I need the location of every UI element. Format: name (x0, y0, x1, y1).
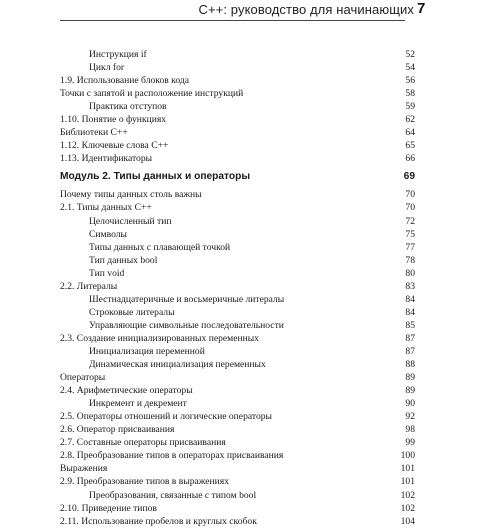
table-of-contents (60, 48, 415, 528)
toc-entry[interactable] (60, 201, 415, 214)
toc-entry-title: Практика отступов (89, 101, 167, 113)
toc-entry-title: Тип данных bool (89, 254, 158, 266)
toc-entry-title: Инструкция if (89, 49, 147, 60)
toc-entry-page: 75 (405, 228, 415, 240)
toc-entry-title: Инициализация переменной (89, 345, 205, 357)
toc-entry[interactable] (60, 215, 415, 228)
book-title: C++: руководство для начинающих (198, 2, 414, 17)
toc-entry-title: Типы данных с плавающей точкой (89, 241, 231, 253)
toc-entry-title: Библиотеки C++ (60, 127, 128, 139)
toc-entry-title: Выражения (60, 463, 108, 475)
toc-entry-page: 62 (405, 114, 415, 126)
toc-entry-page: 99 (405, 437, 415, 449)
toc-entry-title: Целочисленный тип (89, 215, 172, 227)
toc-entry-title: Символы (89, 228, 127, 240)
toc-entry-title: 2.8. Преобразование типов в операторах присваивания (60, 450, 284, 462)
toc-entry-page: 84 (405, 306, 415, 318)
toc-entry[interactable] (60, 502, 415, 515)
toc-entry-title: 1.13. Идентификаторы (60, 153, 153, 165)
toc-entry-page: 89 (405, 385, 415, 397)
toc-entry[interactable] (60, 126, 415, 139)
toc-entry-title: 2.5. Операторы отношений и логические операторы (60, 411, 272, 423)
toc-entry-title: Строковые литералы (89, 306, 175, 318)
toc-entry[interactable] (60, 423, 415, 436)
toc-entry-page: 65 (405, 140, 415, 152)
toc-entry[interactable] (60, 188, 415, 201)
toc-entry-page: 100 (400, 450, 415, 462)
toc-entry-page: 72 (405, 215, 415, 227)
toc-entry-title: 2.10. Приведение типов (60, 502, 157, 514)
toc-entry-page: 92 (405, 411, 415, 423)
toc-entry-page: 102 (400, 502, 415, 514)
toc-entry-page: 59 (405, 101, 415, 113)
toc-entry[interactable] (60, 267, 415, 280)
toc-entry[interactable] (60, 475, 415, 488)
toc-entry-page: 70 (405, 202, 415, 214)
toc-entry-title: Инкремент и декремент (89, 398, 187, 410)
toc-entry-title: 2.11. Использование пробелов и круглых скобок (60, 515, 257, 527)
toc-entry-page: 90 (405, 398, 415, 410)
toc-entry-page: 85 (405, 319, 415, 331)
toc-entry[interactable] (60, 293, 415, 306)
toc-entry-title: 2.9. Преобразование типов в выражениях (60, 476, 230, 488)
toc-entry[interactable] (60, 152, 415, 165)
toc-entry-title: Почему типы данных столь важны (60, 189, 202, 201)
toc-entry-page: 101 (400, 463, 415, 475)
toc-entry[interactable] (60, 48, 415, 61)
toc-entry[interactable] (60, 358, 415, 371)
toc-entry-page: 52 (405, 49, 415, 60)
toc-entry-page: 88 (405, 359, 415, 371)
toc-entry-page: 64 (405, 127, 415, 139)
toc-entry-page: 104 (400, 515, 415, 527)
page-number: 7 (417, 0, 426, 17)
toc-entry-title: 1.10. Понятие о функциях (60, 114, 167, 126)
toc-entry-page: 56 (405, 75, 415, 87)
toc-entry[interactable] (60, 449, 415, 462)
toc-entry-title: 2.7. Составные операторы присваивания (60, 437, 226, 449)
toc-entry[interactable] (60, 515, 415, 528)
toc-entry-title: Цикл for (89, 62, 125, 74)
toc-entry-page: 54 (405, 62, 415, 74)
toc-entry-title: Шестнадцатеричные и восьмеричные литералы (89, 293, 285, 305)
toc-entry-page: 58 (405, 88, 415, 100)
toc-entry[interactable] (60, 436, 415, 449)
toc-entry[interactable] (60, 87, 415, 100)
toc-entry[interactable] (60, 61, 415, 74)
toc-entry-title: Преобразования, связанные с типом bool (89, 489, 257, 501)
toc-entry-title: Операторы (60, 372, 106, 384)
toc-entry[interactable] (60, 397, 415, 410)
toc-entry-page: 70 (405, 189, 415, 201)
toc-entry-page: 84 (405, 293, 415, 305)
toc-entry[interactable] (60, 100, 415, 113)
toc-entry[interactable] (60, 241, 415, 254)
toc-entry[interactable] (60, 74, 415, 87)
toc-entry-title: 2.6. Оператор присваивания (60, 424, 175, 436)
toc-entry-page: 101 (400, 476, 415, 488)
toc-entry-title: 2.4. Арифметические операторы (60, 385, 193, 397)
toc-entry[interactable] (60, 306, 415, 319)
toc-module-heading[interactable] (60, 167, 415, 186)
toc-entry-title: 2.2. Литералы (60, 280, 118, 292)
toc-entry-page: 69 (403, 171, 415, 183)
toc-entry[interactable] (60, 228, 415, 241)
toc-entry-page: 98 (405, 424, 415, 436)
toc-entry[interactable] (60, 139, 415, 152)
toc-entry-page: 66 (405, 153, 415, 165)
toc-entry-title: Управляющие символьные последовательности (89, 319, 284, 331)
toc-entry-title: 1.9. Использование блоков кода (60, 75, 190, 87)
header-rule (60, 20, 405, 21)
toc-entry-page: 102 (400, 489, 415, 501)
toc-entry-title: 2.3. Создание инициализированных переменных (60, 332, 259, 344)
toc-entry-page: 80 (405, 267, 415, 279)
toc-entry[interactable] (60, 113, 415, 126)
toc-entry[interactable] (60, 384, 415, 397)
toc-entry[interactable] (60, 280, 415, 293)
toc-entry-title: Тип void (89, 267, 125, 279)
toc-entry[interactable] (60, 410, 415, 423)
toc-entry-title: Точки с запятой и расположение инструкций (60, 88, 244, 100)
toc-entry[interactable] (60, 462, 415, 475)
toc-entry-page: 77 (405, 241, 415, 253)
toc-entry[interactable] (60, 332, 415, 345)
toc-entry-title: 1.12. Ключевые слова C++ (60, 140, 169, 152)
toc-entry-title: Модуль 2. Типы данных и операторы (60, 171, 251, 183)
toc-entry-page: 78 (405, 254, 415, 266)
toc-entry-page: 87 (405, 345, 415, 357)
toc-entry[interactable] (60, 319, 415, 332)
toc-entry[interactable] (60, 371, 415, 384)
running-header (0, 0, 500, 22)
toc-entry-title: Динамическая инициализация переменных (89, 359, 266, 371)
toc-entry[interactable] (60, 254, 415, 267)
toc-entry[interactable] (60, 345, 415, 358)
toc-entry-title: 2.1. Типы данных C++ (60, 202, 152, 214)
toc-entry-page: 89 (405, 372, 415, 384)
toc-entry-page: 83 (405, 280, 415, 292)
toc-entry-page: 87 (405, 332, 415, 344)
